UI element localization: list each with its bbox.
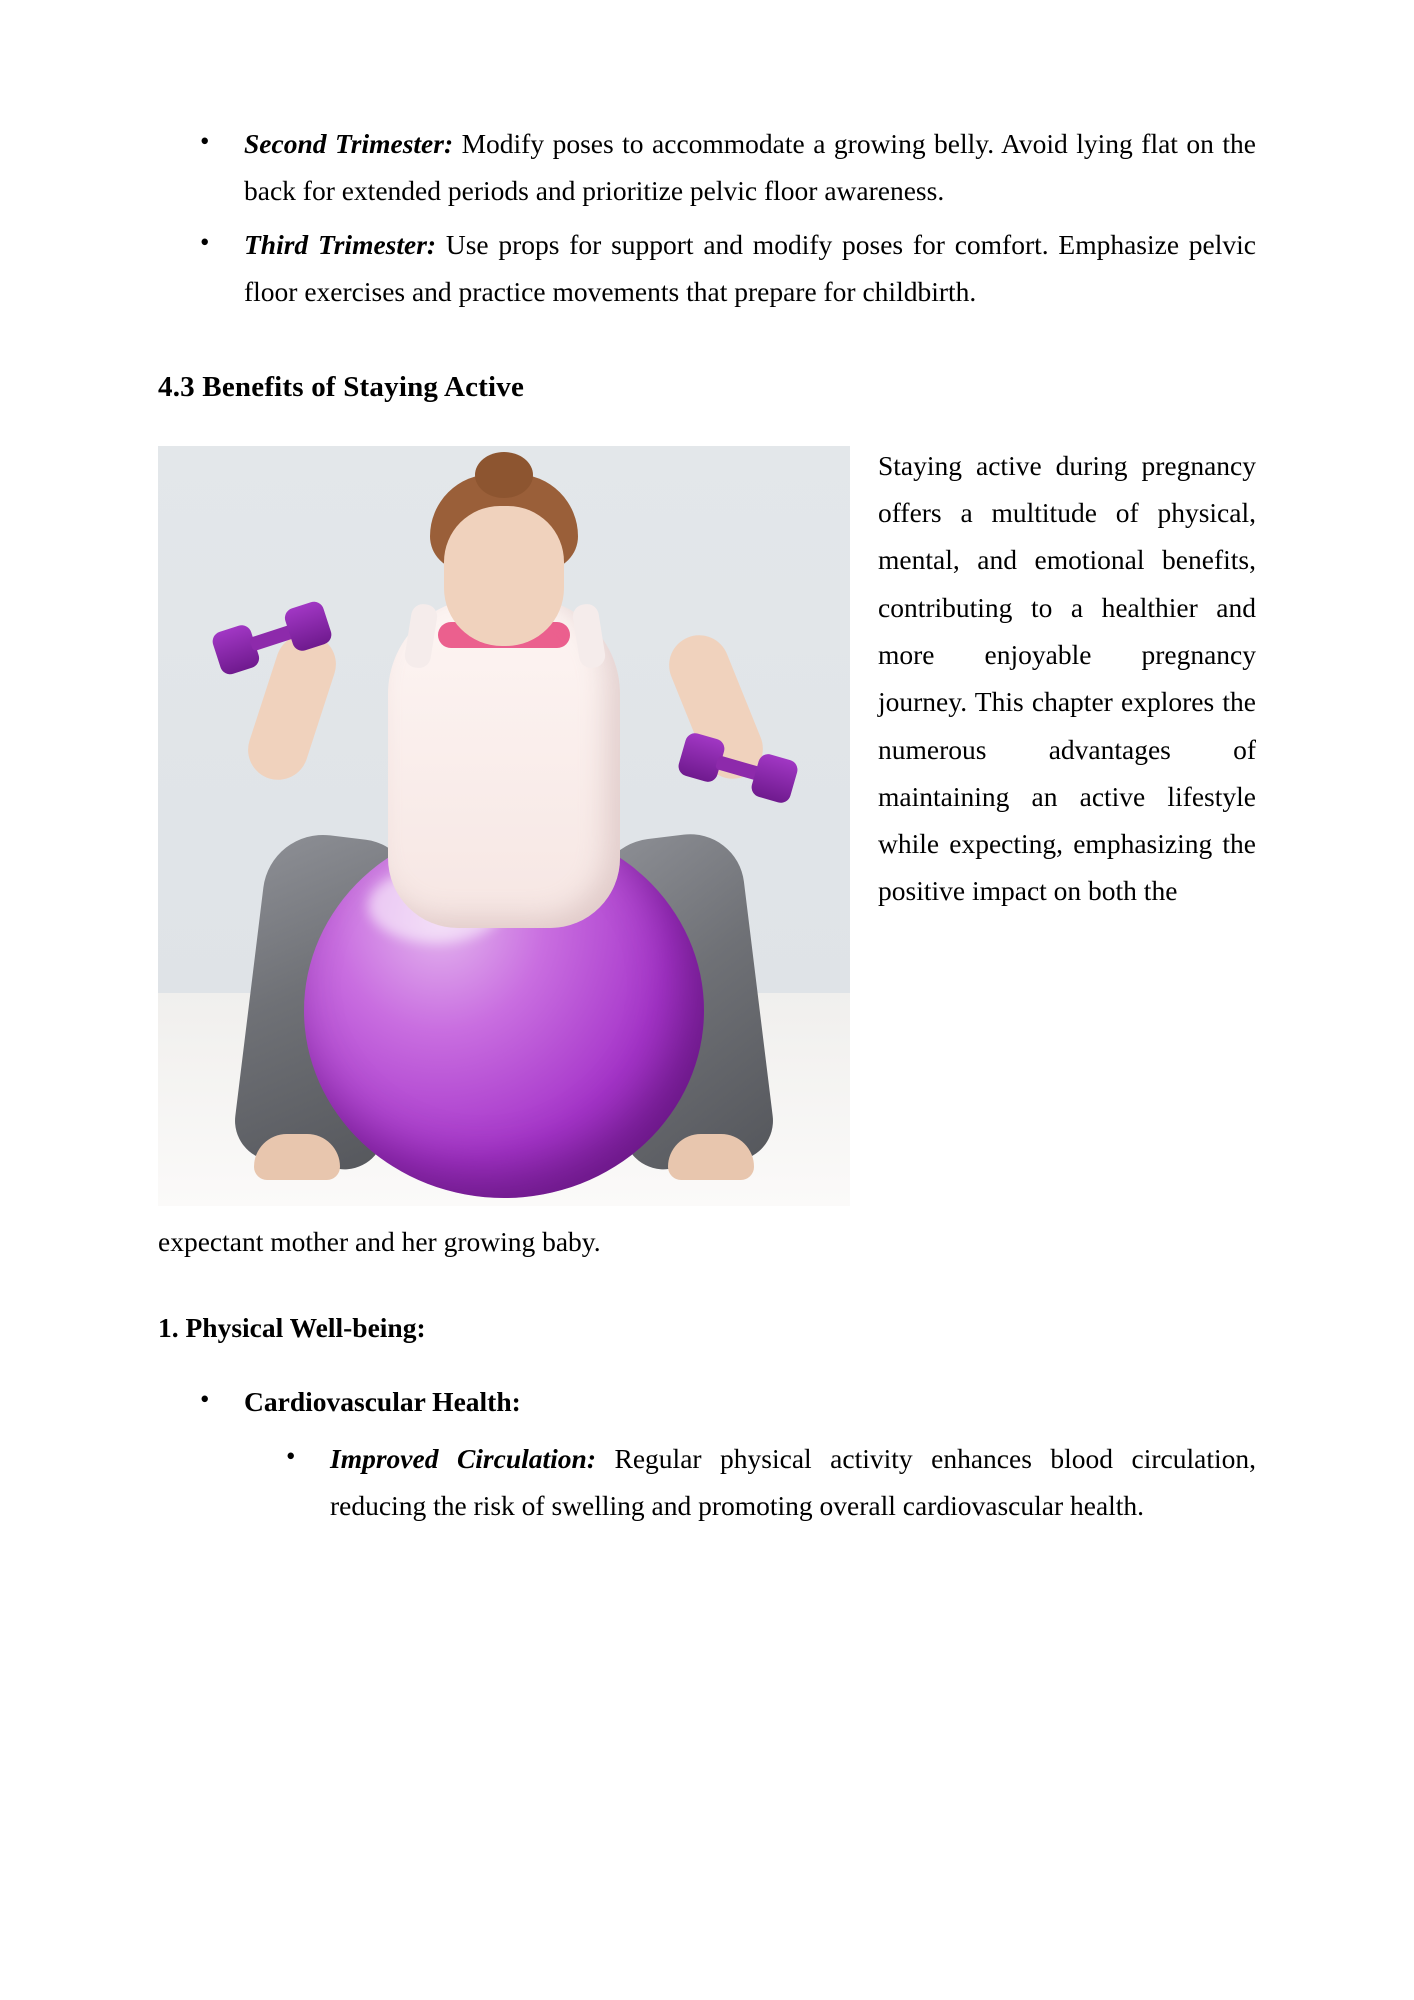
sub-heading-physical-wellbeing: 1. Physical Well-being: <box>158 1312 426 1344</box>
list-item-body: Regular physical activity enhances blood circulation, reducing the risk of swelling and promoting overall cardiovascular health. <box>330 1442 1257 1522</box>
photo-hair-bun <box>475 452 533 498</box>
list-item <box>244 1435 1256 1530</box>
photo-foot-left <box>254 1134 340 1180</box>
list-item <box>158 120 1256 215</box>
list-item-body: Use props for support and modify poses for comfort. Emphasize pelvic floor exercises and practice movements that prepare for childbirth. <box>244 228 1257 307</box>
section-heading: 4.3 Benefits of Staying Active <box>158 371 525 404</box>
list-item <box>158 221 1256 316</box>
figure-with-text <box>158 442 1256 1265</box>
list-item-lead: Improved Circulation: <box>330 1442 597 1474</box>
benefits-paragraph: Staying active during pregnancy offers a multitude of physical, mental, and emotional benefits, contributing to a healthier and more enjoyable pregnancy journey. This chapter explores the numerous advantages of maintaining an active lifestyle while expecting, emphasizing the positive impact on both the <box>878 449 1256 907</box>
list-item <box>158 1378 1256 1530</box>
page-content <box>158 120 1256 1529</box>
trimester-list <box>158 120 1256 315</box>
benefits-paragraph-continuation: expectant mother and her growing baby. <box>158 1225 601 1257</box>
list-item-lead: Third Trimester: <box>244 228 437 260</box>
physical-wellbeing-list <box>158 1378 1256 1530</box>
photo-head <box>444 506 564 646</box>
list-item-lead: Second Trimester: <box>244 128 454 159</box>
bullet-group-heading: Cardiovascular Health: <box>244 1385 521 1417</box>
list-item-text <box>244 221 1256 316</box>
pregnancy-exercise-photo <box>158 446 850 1206</box>
cardiovascular-sublist <box>244 1435 1256 1530</box>
list-item-text <box>244 120 1256 215</box>
list-item-body: Modify poses to accommodate a growing belly. Avoid lying flat on the back for extended periods and prioritize pelvic floor awareness. <box>244 128 1256 207</box>
photo-foot-right <box>668 1134 754 1180</box>
photo-background <box>158 446 850 1206</box>
